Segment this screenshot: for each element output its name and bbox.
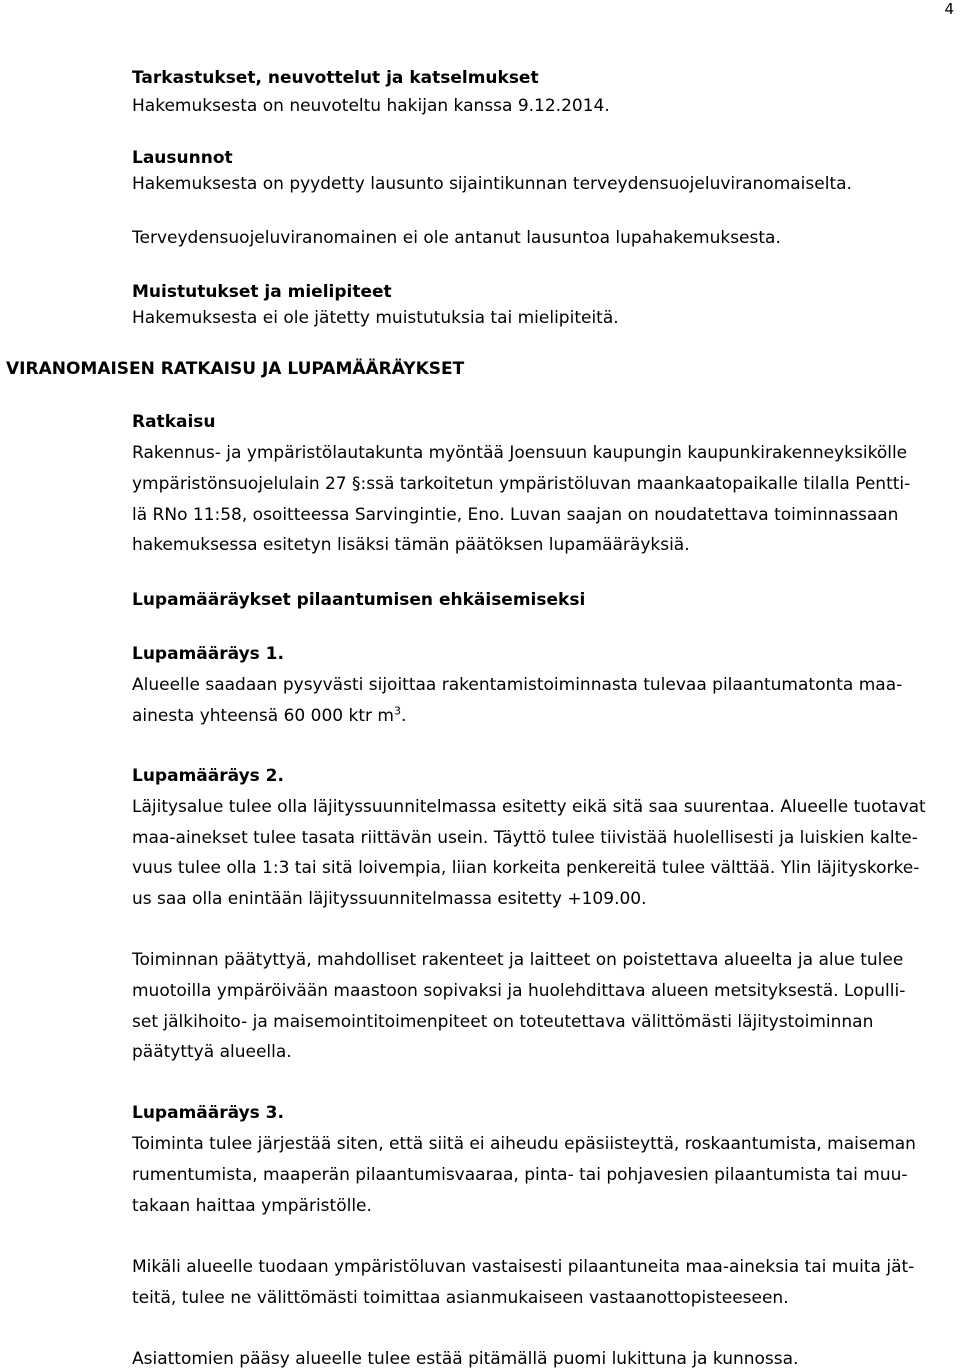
ratkaisu-line: ympäristönsuojelulain 27 §:ssä tarkoitetun ympäristöluvan maankaatopaikalle tilalla Pentti- <box>132 474 911 494</box>
lausunnot-text-2: Terveydensuojeluviranomainen ei ole antanut lausuntoa lupahakemuksesta. <box>132 228 781 248</box>
tarkastukset-heading: Tarkastukset, neuvottelut ja katselmukset <box>132 68 539 88</box>
ratkaisu-line: hakemuksessa esitetyn lisäksi tämän päätöksen lupamääräyksiä. <box>132 535 690 555</box>
lupa2-para2-line: Toiminnan päätyttyä, mahdolliset rakenteet ja laitteet on poistettava alueelta ja alue tulee <box>132 950 904 970</box>
lupa1-line-2 <box>132 706 406 726</box>
lupa3-para2-line: teitä, tulee ne välittömästi toimittaa asianmukaiseen vastaanottopisteeseen. <box>132 1288 789 1308</box>
ratkaisu-line: Rakennus- ja ympäristölautakunta myöntää Joensuun kaupungin kaupunkirakenneyksikölle <box>132 443 908 463</box>
muistutukset-heading: Muistutukset ja mielipiteet <box>132 282 392 302</box>
lausunnot-heading: Lausunnot <box>132 148 233 168</box>
lupa2-para2-line: set jälkihoito- ja maisemointitoimenpiteet on toteutettava välittömästi läjitystoiminnan <box>132 1012 874 1032</box>
lupa1-line-2-text: ainesta yhteensä 60 000 ktr m <box>132 706 394 726</box>
lupa2-heading: Lupamääräys 2. <box>132 766 284 786</box>
lupa1-line: Alueelle saadaan pysyvästi sijoittaa rakentamistoiminnasta tulevaa pilaantumatonta maa- <box>132 675 903 695</box>
lupa2-para2-line: päätyttyä alueella. <box>132 1042 292 1062</box>
main-heading: VIRANOMAISEN RATKAISU JA LUPAMÄÄRÄYKSET <box>6 359 465 379</box>
page-number: 4 <box>944 0 954 18</box>
lupa2-para2-line: muotoilla ympäröivään maastoon sopivaksi ja huolehdittava alueen metsityksestä. Lopulli- <box>132 981 906 1001</box>
lupa3-line: takaan haittaa ympäristölle. <box>132 1196 372 1216</box>
lupa3-para2-line: Mikäli alueelle tuodaan ympäristöluvan vastaisesti pilaantuneita maa-aineksia tai muita jät- <box>132 1257 915 1277</box>
lausunnot-text-1: Hakemuksesta on pyydetty lausunto sijaintikunnan terveydensuojeluviranomaiselta. <box>132 174 852 194</box>
lupa2-line: maa-ainekset tulee tasata riittävän usein. Täyttö tulee tiivistää huolellisesti ja luiskien kalte- <box>132 828 918 848</box>
tarkastukset-text: Hakemuksesta on neuvoteltu hakijan kanssa 9.12.2014. <box>132 96 610 116</box>
lupa3-line: Toiminta tulee järjestää siten, että siitä ei aiheudu epäsiisteyttä, roskaantumista, maiseman <box>132 1134 916 1154</box>
lupa1-heading: Lupamääräys 1. <box>132 644 284 664</box>
lupa3-last-line: Asiattomien pääsy alueelle tulee estää pitämällä puomi lukittuna ja kunnossa. <box>132 1349 799 1369</box>
lupamaaraykset-heading: Lupamääräykset pilaantumisen ehkäisemiseksi <box>132 590 586 610</box>
ratkaisu-line: lä RNo 11:58, osoitteessa Sarvingintie, Eno. Luvan saajan on noudatettava toiminnassaan <box>132 505 899 525</box>
lupa2-line: vuus tulee olla 1:3 tai sitä loivempia, liian korkeita penkereitä tulee välttää. Ylin läjityskorke- <box>132 858 920 878</box>
lupa1-line-2-end: . <box>400 706 407 726</box>
ratkaisu-heading: Ratkaisu <box>132 412 216 432</box>
lupa2-line: us saa olla enintään läjityssuunnitelmassa esitetty +109.00. <box>132 889 647 909</box>
lupa1-superscript: 3 <box>393 704 401 718</box>
lupa3-heading: Lupamääräys 3. <box>132 1103 284 1123</box>
lupa3-line: rumentumista, maaperän pilaantumisvaaraa, pinta- tai pohjavesien pilaantumista tai muu- <box>132 1165 908 1185</box>
muistutukset-text: Hakemuksesta ei ole jätetty muistutuksia tai mielipiteitä. <box>132 308 619 328</box>
lupa2-line: Läjitysalue tulee olla läjityssuunnitelmassa esitetty eikä sitä saa suurentaa. Alueelle tuotavat <box>132 797 926 817</box>
